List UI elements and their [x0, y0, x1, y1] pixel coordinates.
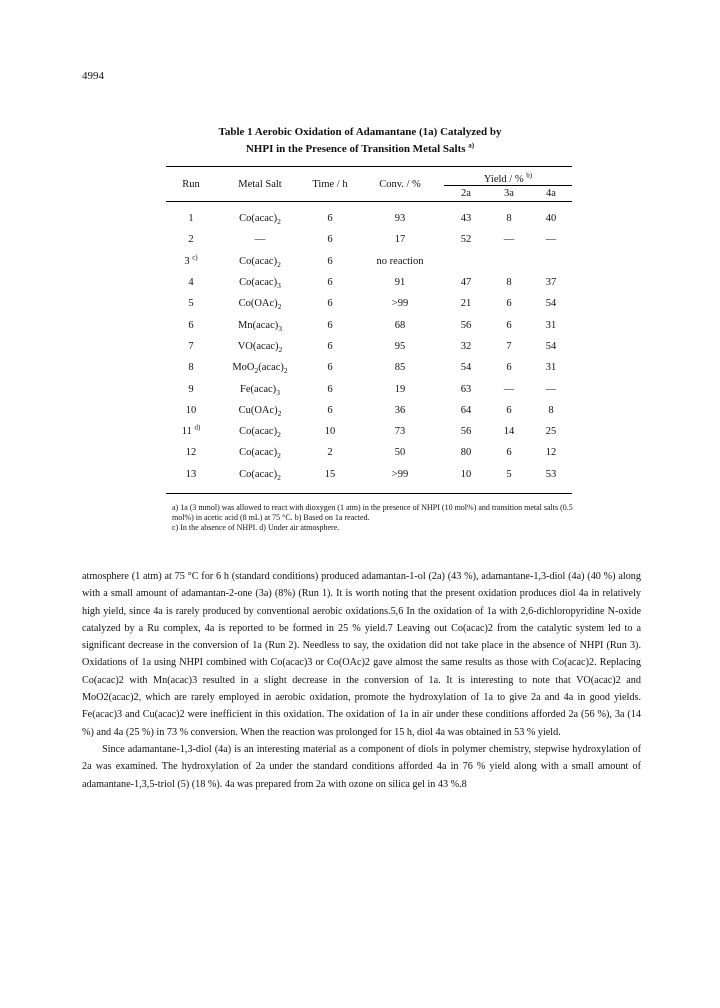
cell-yield-3a: 6 [506, 404, 512, 416]
run-number: 3 [184, 255, 190, 267]
body-paragraph-1: atmosphere (1 atm) at 75 °C for 6 h (standard conditions) produced adamantan-1-ol (2a) (43 %), adamantane-1,3-diol (4a) (40 %) along with a small amount of adamantan-2-one (3a) (8%) (Run 1). It is worth noting that the present oxidation produces diol 4a in relatively high yield, since 4a is rarely produced by conventional aerobic oxidations.5,6 In the oxidation of 1a with 2,6-dichloropyridine N-oxide catalyzed by a Ru complex, 4a is reported to be formed in 25 % yield.7 Leaving out Co(acac)2 from the catalytic system led to a significant decrease in the conversion of 1a (Run 2). Needless to say, the oxidation did not take place in the absence of NHPI (Run 3). Oxidations of 1a using NHPI combined with Co(acac)3 or Co(OAc)2 gave almost the same results as those with Co(acac)2. Replacing Co(acac)2 with Mn(acac)3 resulted in a slight decrease in the conversion of 1a. It is interesting to note that VO(acac)2 and MoO2(acac)2, which are rarely employed in aerobic oxidation, promote the hydroxylation of 1a to give 2a and 4a in good yields. Fe(acac)3 and Cu(acac)2 were inefficient in this oxidation. The oxidation of 1a in air under these conditions afforded 2a (56 %), 3a (14 %) and 4a (25 %) in 73 % conversion. When the reaction was prolonged for 15 h, diol 4a was obtained in 53 % yield. [82, 571, 641, 738]
cell-run [166, 251, 216, 272]
run-number: 2 [188, 234, 194, 246]
cell-time: 6 [327, 255, 333, 267]
page-number: 4994 [82, 70, 104, 82]
header-yield-label: Yield / % [483, 174, 524, 185]
salt-formula: Co(acac) [239, 468, 278, 480]
cell-run [166, 229, 216, 250]
cell-yield-3a: 8 [506, 213, 512, 225]
run-number: 10 [185, 404, 197, 416]
cell-yield-4a: 54 [545, 298, 557, 310]
cell-metal-salt [216, 272, 304, 293]
cell-yield-4a: 54 [545, 340, 557, 352]
table-title-line1: Table 1 Aerobic Oxidation of Adamantane (1a) Catalyzed by [218, 126, 502, 138]
cell-yield-3a: 5 [506, 468, 512, 480]
cell-conversion: no reaction [376, 255, 424, 267]
salt-formula: Co(acac) [239, 277, 278, 289]
salt-subscript: 3 [277, 281, 281, 291]
cell-yield-2a: 56 [460, 426, 472, 438]
cell-run [166, 400, 216, 421]
salt-subscript: 2 [277, 430, 281, 440]
cell-metal-salt [216, 314, 304, 335]
table-row [166, 293, 572, 314]
cell-conversion: 19 [394, 383, 406, 395]
table-title [0, 124, 720, 158]
table-title-line2-text: NHPI in the Presence of Transition Metal Salts [245, 143, 466, 155]
body-paragraph-2: Since adamantane-1,3-diol (4a) is an interesting material as a component of diols in polymer chemistry, stepwise hydroxylation of 2a was examined. The hydroxylation of 2a under the standard conditions afforded 4a in 76 % yield along with a small amount of adamantane-1,3,5-triol (5) (18 %). 4a was prepared from 2a with ozone on silica gel in 43 %.8 [82, 743, 641, 790]
run-number: 4 [188, 277, 194, 289]
cell-time: 6 [327, 298, 333, 310]
cell-time: 6 [327, 383, 333, 395]
header-yield-footnote-mark: b) [526, 171, 533, 180]
cell-run [166, 293, 216, 314]
cell-yield-2a: 43 [460, 213, 472, 225]
cell-yield-4a [530, 251, 572, 272]
cell-run [166, 357, 216, 378]
salt-formula: MoO [232, 362, 255, 374]
cell-yield-2a: 47 [460, 277, 472, 289]
cell-conversion: 95 [394, 340, 406, 352]
cell-yield-3a: 6 [506, 447, 512, 459]
cell-yield-2a: 80 [460, 447, 472, 459]
cell-metal-salt [216, 293, 304, 314]
cell-yield-3a: — [503, 383, 515, 395]
salt-subscript: 2 [277, 302, 282, 312]
cell-yield-3a: 6 [506, 362, 512, 374]
cell-metal-salt [216, 464, 304, 485]
table-row [166, 208, 572, 229]
header-conversion: Conv. / % [379, 178, 421, 190]
cell-yield-4a: 12 [545, 447, 557, 459]
salt-formula: Fe(acac) [240, 383, 277, 395]
run-number: 1 [188, 213, 194, 225]
header-time: Time / h [312, 178, 348, 190]
table-body [166, 208, 572, 485]
cell-yield-2a [444, 251, 488, 272]
cell-run [166, 421, 216, 442]
cell-run [166, 442, 216, 463]
header-yield [444, 167, 572, 186]
salt-formula: Co(acac) [239, 255, 278, 267]
salt-formula: Co(acac) [239, 426, 278, 438]
cell-run [166, 378, 216, 399]
salt-subscript: 2 [277, 217, 281, 227]
cell-yield-2a: 54 [460, 362, 472, 374]
salt-subscript: 2 [254, 366, 259, 376]
cell-conversion: >99 [391, 298, 409, 310]
cell-yield-3a [488, 251, 530, 272]
cell-yield-3a: 6 [506, 298, 512, 310]
table-row [166, 272, 572, 293]
cell-yield-4a: 53 [545, 468, 557, 480]
table-footnotes [172, 503, 592, 533]
run-number: 9 [188, 383, 194, 395]
cell-conversion: 50 [394, 447, 406, 459]
cell-time: 6 [327, 362, 333, 374]
salt-formula: VO(acac) [237, 340, 279, 352]
header-3a: 3a [504, 188, 514, 199]
cell-yield-3a: 7 [506, 340, 512, 352]
salt-subscript: 3 [278, 323, 282, 333]
salt-formula: — [254, 234, 266, 246]
run-number: 8 [188, 362, 194, 374]
table-row [166, 336, 572, 357]
cell-conversion: 17 [394, 234, 406, 246]
salt-subscript: 2 [277, 408, 282, 418]
run-footnote-mark: d) [194, 423, 201, 432]
cell-metal-salt [216, 421, 304, 442]
salt-formula-tail: (acac) [258, 362, 284, 374]
salt-subscript: 3 [276, 387, 280, 397]
table-row [166, 421, 572, 442]
cell-metal-salt [216, 251, 304, 272]
cell-time: 6 [327, 234, 333, 246]
cell-time: 6 [327, 404, 333, 416]
footnote-line: c) In the absence of NHPI. d) Under air atmosphere. [172, 523, 340, 532]
salt-formula: Cu(OAc) [238, 404, 278, 416]
table-row [166, 464, 572, 485]
cell-time: 2 [327, 447, 333, 459]
cell-yield-2a: 63 [460, 383, 472, 395]
cell-metal-salt [216, 442, 304, 463]
header-run: Run [182, 178, 200, 190]
table-row [166, 442, 572, 463]
cell-yield-4a: 37 [545, 277, 557, 289]
salt-subscript: 2 [277, 472, 281, 482]
cell-yield-4a: 8 [548, 404, 554, 416]
cell-metal-salt [216, 400, 304, 421]
cell-time: 10 [324, 426, 336, 438]
salt-formula: Co(acac) [239, 447, 278, 459]
cell-conversion: >99 [391, 468, 409, 480]
cell-conversion: 85 [394, 362, 406, 374]
header-metal-salt: Metal Salt [238, 178, 282, 190]
cell-time: 15 [324, 468, 336, 480]
table-row [166, 400, 572, 421]
cell-yield-2a: 56 [460, 319, 472, 331]
cell-run [166, 314, 216, 335]
cell-yield-2a: 10 [460, 468, 472, 480]
salt-subscript: 2 [277, 259, 281, 269]
cell-conversion: 73 [394, 426, 406, 438]
table-row [166, 378, 572, 399]
cell-conversion: 68 [394, 319, 406, 331]
cell-run [166, 272, 216, 293]
cell-yield-2a: 52 [460, 234, 472, 246]
table-row [166, 229, 572, 250]
cell-yield-4a: 25 [545, 426, 557, 438]
header-2a: 2a [461, 188, 471, 199]
cell-run [166, 336, 216, 357]
run-footnote-mark: c) [192, 253, 198, 262]
salt-formula: Mn(acac) [238, 319, 279, 331]
run-number: 6 [188, 319, 194, 331]
cell-yield-4a: 31 [545, 319, 557, 331]
salt-formula: Co(acac) [239, 213, 278, 225]
cell-metal-salt [216, 208, 304, 229]
run-number: 7 [188, 340, 194, 352]
table-title-line2 [0, 141, 720, 158]
results-table [166, 166, 572, 494]
run-number: 5 [188, 298, 194, 310]
cell-yield-4a: 31 [545, 362, 557, 374]
cell-conversion: 93 [394, 213, 406, 225]
table-row [166, 251, 572, 272]
cell-metal-salt [216, 336, 304, 357]
cell-yield-3a: 8 [506, 277, 512, 289]
cell-yield-3a: 6 [506, 319, 512, 331]
cell-conversion: 91 [394, 277, 406, 289]
run-number: 12 [185, 447, 197, 459]
cell-time: 6 [327, 213, 333, 225]
header-4a: 4a [546, 188, 556, 199]
cell-yield-2a: 21 [460, 298, 472, 310]
cell-conversion: 36 [394, 404, 406, 416]
cell-metal-salt [216, 229, 304, 250]
cell-yield-4a: — [545, 383, 557, 395]
footnote-line: a) 1a (3 mmol) was allowed to react with dioxygen (1 atm) in the presence of NHPI (10 mol%) and transition metal salts (0.5 mol%) in acetic acid (8 mL) at 75 °C. b) Based on 1a reacted. [172, 503, 573, 522]
salt-subscript: 2 [277, 451, 281, 461]
cell-yield-4a: 40 [545, 213, 557, 225]
body-text [82, 568, 641, 793]
salt-formula: Co(OAc) [238, 298, 278, 310]
run-number: 11 [181, 426, 192, 438]
cell-yield-2a: 64 [460, 404, 472, 416]
cell-run [166, 464, 216, 485]
table-row [166, 314, 572, 335]
cell-time: 6 [327, 340, 333, 352]
cell-metal-salt [216, 378, 304, 399]
salt-subscript: 2 [278, 345, 283, 355]
table-title-footnote-mark: a) [468, 141, 475, 150]
run-number: 13 [185, 468, 197, 480]
cell-yield-4a: — [545, 234, 557, 246]
cell-time: 6 [327, 319, 333, 331]
cell-metal-salt [216, 357, 304, 378]
cell-yield-2a: 32 [460, 340, 472, 352]
salt-subscript: 2 [283, 366, 288, 376]
table-row [166, 357, 572, 378]
cell-run [166, 208, 216, 229]
cell-yield-3a: 14 [503, 426, 515, 438]
cell-yield-3a: — [503, 234, 515, 246]
cell-time: 6 [327, 277, 333, 289]
